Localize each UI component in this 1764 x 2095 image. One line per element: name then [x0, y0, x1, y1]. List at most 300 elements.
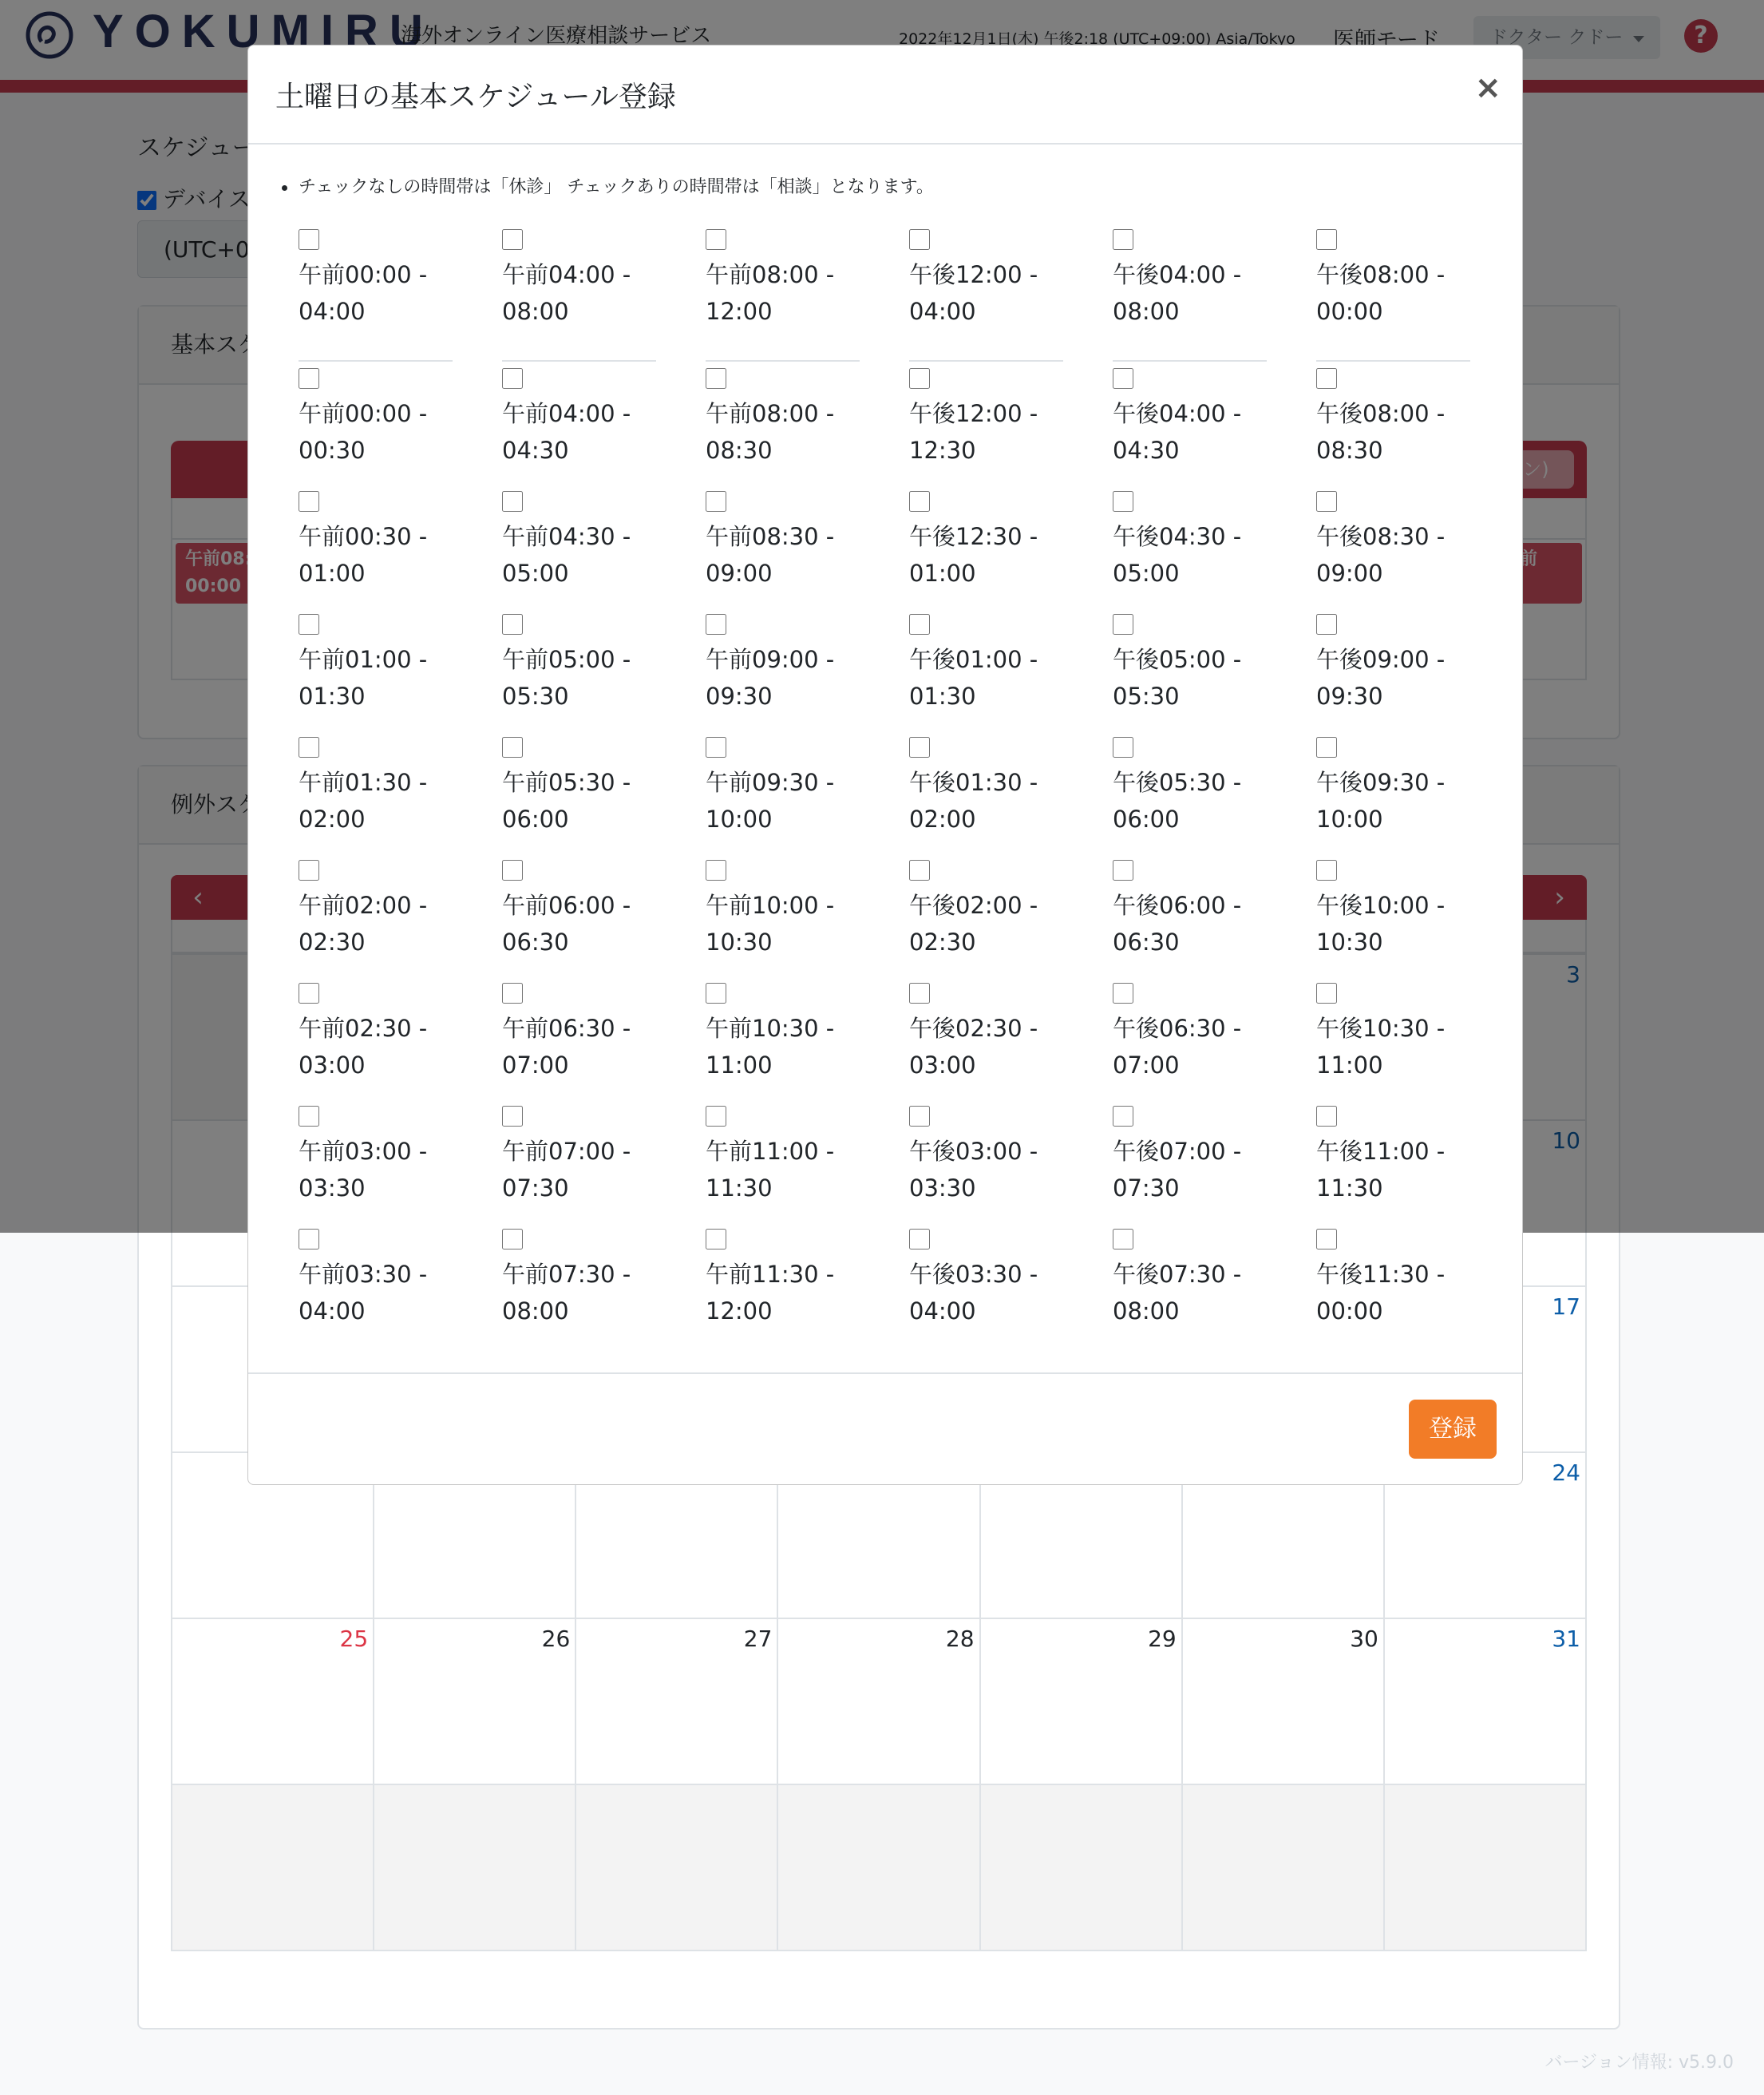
time-slot-label: [502, 518, 656, 592]
block-time-slot[interactable]: [299, 223, 453, 362]
time-slot-checkbox[interactable]: [1113, 860, 1133, 881]
time-slot-label: [909, 256, 1063, 330]
half-hour-time-slot[interactable]: [1113, 1222, 1267, 1345]
block-time-slot[interactable]: [1316, 223, 1470, 362]
time-slot-end: 07:00: [1113, 1051, 1180, 1079]
time-slot-start: 午前07:30 -: [502, 1261, 631, 1288]
time-slot-start: 午後12:30 -: [909, 523, 1038, 550]
time-slot-end: 01:30: [299, 683, 366, 710]
time-slot-label: [299, 641, 453, 715]
time-slot-checkbox[interactable]: [502, 1106, 523, 1127]
half-hour-time-slot[interactable]: [502, 485, 656, 608]
time-slot-label: [1113, 518, 1267, 592]
half-hour-time-slot[interactable]: [1316, 976, 1470, 1099]
half-hour-time-slot[interactable]: [909, 1099, 1063, 1222]
half-hour-time-slot[interactable]: [502, 853, 656, 976]
time-slot-start: 午後08:30 -: [1316, 523, 1446, 550]
time-slot-end: 09:00: [1316, 560, 1383, 587]
half-hour-time-slot[interactable]: [1113, 485, 1267, 608]
half-hour-time-slot[interactable]: [1113, 1099, 1267, 1222]
time-slot-start: 午前00:00 -: [299, 400, 428, 427]
time-slot-checkbox[interactable]: [706, 737, 726, 758]
calendar-day-cell[interactable]: [172, 1619, 374, 1785]
time-slot-checkbox[interactable]: [502, 860, 523, 881]
half-hour-time-slot[interactable]: [909, 1222, 1063, 1345]
time-slot-start: 午前09:30 -: [706, 769, 835, 796]
time-slot-end: 06:00: [502, 806, 569, 833]
calendar-day-number: 24: [1552, 1459, 1580, 1486]
time-slot-label: [502, 395, 656, 469]
time-slot-label: [706, 887, 860, 960]
time-slot-label: [1316, 1010, 1470, 1083]
half-hour-time-slot[interactable]: [299, 1222, 453, 1345]
time-slot-label: [1113, 395, 1267, 469]
time-slot-start: 午後02:00 -: [909, 892, 1038, 919]
time-slot-label: [706, 1256, 860, 1329]
time-slot-checkbox[interactable]: [909, 491, 930, 512]
time-slot-label: [1316, 1133, 1470, 1206]
calendar-day-number: 25: [339, 1626, 369, 1652]
half-hour-time-slot[interactable]: [909, 976, 1063, 1099]
time-slot-checkbox[interactable]: [1316, 368, 1337, 389]
time-slot-checkbox[interactable]: [909, 737, 930, 758]
time-slot-label: [1316, 641, 1470, 715]
time-slot-checkbox[interactable]: [1316, 983, 1337, 1004]
time-slot-label: [1316, 256, 1470, 330]
time-slot-label: [502, 256, 656, 330]
time-slot-label: [1316, 764, 1470, 838]
time-slot-end: 00:30: [299, 437, 366, 464]
time-slot-end: 08:30: [1316, 437, 1383, 464]
time-slot-end: 10:30: [1316, 929, 1383, 956]
half-hour-time-slot[interactable]: [502, 362, 656, 485]
time-slot-end: 12:00: [706, 1297, 773, 1325]
time-slot-checkbox[interactable]: [706, 614, 726, 635]
half-hour-time-slot[interactable]: [1113, 853, 1267, 976]
calendar-day-number: 31: [1552, 1626, 1580, 1652]
calendar-day-cell[interactable]: [1385, 1785, 1587, 1951]
time-slot-label: [299, 887, 453, 960]
time-slot-start: 午前00:00 -: [299, 261, 428, 288]
time-slot-end: 01:30: [909, 683, 976, 710]
bullet-icon: [282, 185, 287, 191]
time-slot-end: 03:30: [299, 1174, 366, 1202]
time-slot-start: 午前01:00 -: [299, 646, 428, 673]
half-hour-time-slot[interactable]: [1316, 362, 1470, 485]
time-slot-end: 12:30: [909, 437, 976, 464]
half-hour-time-slot[interactable]: [909, 608, 1063, 731]
time-slot-end: 11:30: [706, 1174, 773, 1202]
time-slot-end: 07:00: [502, 1051, 569, 1079]
time-slot-label: [706, 256, 860, 330]
time-slot-checkbox[interactable]: [909, 860, 930, 881]
time-slot-start: 午前01:30 -: [299, 769, 428, 796]
time-slot-checkbox[interactable]: [706, 1106, 726, 1127]
time-slot-start: 午後12:00 -: [909, 400, 1038, 427]
time-slot-end: 07:30: [502, 1174, 569, 1202]
half-hour-time-slot[interactable]: [299, 1099, 453, 1222]
time-slot-checkbox[interactable]: [299, 983, 319, 1004]
block-time-slot[interactable]: [502, 223, 656, 362]
time-slot-end: 02:00: [909, 806, 976, 833]
calendar-day-cell[interactable]: [778, 1785, 980, 1951]
time-slot-start: 午前04:30 -: [502, 523, 631, 550]
time-slot-start: 午後06:30 -: [1113, 1015, 1242, 1042]
calendar-day-cell[interactable]: [1385, 1619, 1587, 1785]
calendar-day-number: 29: [1148, 1626, 1177, 1652]
time-slot-start: 午前09:00 -: [706, 646, 835, 673]
half-hour-time-slot[interactable]: [299, 485, 453, 608]
time-slot-start: 午前11:30 -: [706, 1261, 835, 1288]
time-slot-start: 午後01:30 -: [909, 769, 1038, 796]
time-slot-end: 01:00: [909, 560, 976, 587]
calendar-day-number: 30: [1350, 1626, 1378, 1652]
time-slot-label: [706, 1010, 860, 1083]
half-hour-time-slot[interactable]: [299, 362, 453, 485]
time-slot-end: 11:30: [1316, 1174, 1383, 1202]
time-slot-checkbox[interactable]: [502, 229, 523, 250]
time-slot-end: 09:00: [706, 560, 773, 587]
half-hour-time-slot[interactable]: [502, 1222, 656, 1345]
time-slot-start: 午前08:00 -: [706, 261, 835, 288]
time-slot-checkbox[interactable]: [1316, 491, 1337, 512]
time-slot-checkbox[interactable]: [1316, 614, 1337, 635]
time-slot-end: 11:00: [706, 1051, 773, 1079]
schedule-note-text: チェックなしの時間帯は「休診」 チェックありの時間帯は「相談」となります。: [299, 177, 934, 197]
time-slot-grid: [299, 223, 1470, 1345]
calendar-day-cell[interactable]: [981, 1619, 1183, 1785]
time-slot-checkbox[interactable]: [909, 614, 930, 635]
calendar-day-cell[interactable]: [1183, 1619, 1385, 1785]
time-slot-end: 04:00: [299, 298, 366, 325]
time-slot-end: 04:00: [909, 1297, 976, 1325]
time-slot-checkbox[interactable]: [502, 737, 523, 758]
time-slot-label: [706, 1133, 860, 1206]
schedule-note: [282, 173, 934, 198]
time-slot-label: [909, 1010, 1063, 1083]
time-slot-end: 06:00: [1113, 806, 1180, 833]
time-slot-checkbox[interactable]: [502, 491, 523, 512]
half-hour-time-slot[interactable]: [706, 1099, 860, 1222]
time-slot-end: 06:30: [502, 929, 569, 956]
time-slot-checkbox[interactable]: [1113, 737, 1133, 758]
time-slot-checkbox[interactable]: [706, 1229, 726, 1249]
time-slot-start: 午後09:30 -: [1316, 769, 1446, 796]
half-hour-time-slot[interactable]: [706, 362, 860, 485]
time-slot-checkbox[interactable]: [706, 860, 726, 881]
time-slot-checkbox[interactable]: [502, 614, 523, 635]
time-slot-start: 午後11:30 -: [1316, 1261, 1446, 1288]
half-hour-time-slot[interactable]: [1316, 853, 1470, 976]
time-slot-checkbox[interactable]: [909, 1229, 930, 1249]
half-hour-time-slot[interactable]: [1113, 608, 1267, 731]
half-hour-time-slot[interactable]: [1316, 608, 1470, 731]
time-slot-label: [1316, 395, 1470, 469]
half-hour-time-slot[interactable]: [706, 731, 860, 853]
time-slot-label: [502, 1010, 656, 1083]
half-hour-time-slot[interactable]: [1113, 362, 1267, 485]
register-button[interactable]: 登録: [1409, 1400, 1497, 1459]
time-slot-checkbox[interactable]: [706, 229, 726, 250]
time-slot-label: [1113, 887, 1267, 960]
time-slot-end: 03:00: [909, 1051, 976, 1079]
time-slot-checkbox[interactable]: [909, 229, 930, 250]
time-slot-label: [502, 1256, 656, 1329]
time-slot-start: 午前04:00 -: [502, 261, 631, 288]
time-slot-end: 05:30: [502, 683, 569, 710]
half-hour-time-slot[interactable]: [1113, 731, 1267, 853]
time-slot-start: 午後04:30 -: [1113, 523, 1242, 550]
block-time-slot[interactable]: [1113, 223, 1267, 362]
half-hour-time-slot[interactable]: [706, 1222, 860, 1345]
time-slot-start: 午後08:00 -: [1316, 261, 1446, 288]
calendar-day-cell[interactable]: [1183, 1785, 1385, 1951]
half-hour-time-slot[interactable]: [909, 362, 1063, 485]
half-hour-time-slot[interactable]: [299, 731, 453, 853]
time-slot-end: 02:30: [909, 929, 976, 956]
half-hour-time-slot[interactable]: [706, 485, 860, 608]
time-slot-end: 08:00: [1113, 298, 1180, 325]
time-slot-start: 午前07:00 -: [502, 1138, 631, 1165]
time-slot-start: 午前04:00 -: [502, 400, 631, 427]
calendar-day-number: 26: [541, 1626, 571, 1652]
time-slot-checkbox[interactable]: [1316, 737, 1337, 758]
time-slot-end: 05:00: [502, 560, 569, 587]
time-slot-checkbox[interactable]: [299, 229, 319, 250]
time-slot-label: [1113, 1256, 1267, 1329]
time-slot-start: 午前06:00 -: [502, 892, 631, 919]
time-slot-start: 午後04:00 -: [1113, 261, 1242, 288]
half-hour-time-slot[interactable]: [1113, 976, 1267, 1099]
saturday-schedule-modal: [247, 45, 1523, 1485]
time-slot-label: [1316, 887, 1470, 960]
half-hour-time-slot[interactable]: [1316, 1099, 1470, 1222]
time-slot-start: 午前11:00 -: [706, 1138, 835, 1165]
time-slot-start: 午後03:30 -: [909, 1261, 1038, 1288]
time-slot-start: 午後05:30 -: [1113, 769, 1242, 796]
time-slot-end: 07:30: [1113, 1174, 1180, 1202]
time-slot-start: 午後07:30 -: [1113, 1261, 1242, 1288]
block-time-slot[interactable]: [909, 223, 1063, 362]
time-slot-start: 午後02:30 -: [909, 1015, 1038, 1042]
half-hour-time-slot[interactable]: [1316, 731, 1470, 853]
time-slot-end: 01:00: [299, 560, 366, 587]
time-slot-start: 午後12:00 -: [909, 261, 1038, 288]
time-slot-label: [1316, 1256, 1470, 1329]
time-slot-end: 10:30: [706, 929, 773, 956]
half-hour-time-slot[interactable]: [502, 731, 656, 853]
time-slot-label: [299, 518, 453, 592]
calendar-day-cell[interactable]: [981, 1785, 1183, 1951]
half-hour-time-slot[interactable]: [502, 608, 656, 731]
half-hour-time-slot[interactable]: [909, 731, 1063, 853]
time-slot-checkbox[interactable]: [1316, 1106, 1337, 1127]
time-slot-checkbox[interactable]: [299, 614, 319, 635]
time-slot-start: 午前08:30 -: [706, 523, 835, 550]
time-slot-end: 05:30: [1113, 683, 1180, 710]
time-slot-start: 午前03:00 -: [299, 1138, 428, 1165]
time-slot-end: 08:00: [502, 1297, 569, 1325]
calendar-day-number: 27: [743, 1626, 773, 1652]
time-slot-label: [299, 395, 453, 469]
time-slot-label: [909, 1256, 1063, 1329]
time-slot-start: 午前05:30 -: [502, 769, 631, 796]
time-slot-label: [909, 395, 1063, 469]
half-hour-time-slot[interactable]: [502, 1099, 656, 1222]
time-slot-start: 午前02:00 -: [299, 892, 428, 919]
half-hour-time-slot[interactable]: [909, 485, 1063, 608]
time-slot-label: [502, 764, 656, 838]
time-slot-checkbox[interactable]: [502, 983, 523, 1004]
time-slot-label: [1113, 764, 1267, 838]
time-slot-end: 02:00: [299, 806, 366, 833]
modal-header: [248, 46, 1522, 145]
calendar-day-cell[interactable]: [576, 1785, 778, 1951]
time-slot-label: [706, 518, 860, 592]
calendar-day-cell[interactable]: [778, 1619, 980, 1785]
time-slot-end: 06:30: [1113, 929, 1180, 956]
time-slot-start: 午後09:00 -: [1316, 646, 1446, 673]
time-slot-start: 午後08:00 -: [1316, 400, 1446, 427]
time-slot-checkbox[interactable]: [1316, 860, 1337, 881]
calendar-day-number: 28: [945, 1626, 975, 1652]
calendar-day-cell[interactable]: [374, 1785, 576, 1951]
time-slot-end: 05:00: [1113, 560, 1180, 587]
time-slot-label: [1316, 518, 1470, 592]
time-slot-checkbox[interactable]: [502, 1229, 523, 1249]
half-hour-time-slot[interactable]: [706, 976, 860, 1099]
time-slot-label: [1113, 1010, 1267, 1083]
time-slot-checkbox[interactable]: [1113, 1229, 1133, 1249]
time-slot-label: [1113, 641, 1267, 715]
half-hour-time-slot[interactable]: [299, 976, 453, 1099]
time-slot-checkbox[interactable]: [299, 737, 319, 758]
time-slot-end: 12:00: [706, 298, 773, 325]
time-slot-checkbox[interactable]: [1113, 983, 1133, 1004]
time-slot-label: [1113, 1133, 1267, 1206]
close-icon[interactable]: ×: [1474, 69, 1501, 106]
time-slot-checkbox[interactable]: [1113, 229, 1133, 250]
time-slot-label: [502, 641, 656, 715]
time-slot-start: 午後01:00 -: [909, 646, 1038, 673]
time-slot-checkbox[interactable]: [299, 491, 319, 512]
time-slot-end: 03:30: [909, 1174, 976, 1202]
time-slot-label: [299, 1133, 453, 1206]
half-hour-time-slot[interactable]: [909, 853, 1063, 976]
calendar-day-cell[interactable]: [374, 1619, 576, 1785]
time-slot-end: 08:00: [1113, 1297, 1180, 1325]
time-slot-end: 09:30: [1316, 683, 1383, 710]
time-slot-end: 03:00: [299, 1051, 366, 1079]
time-slot-label: [299, 764, 453, 838]
time-slot-start: 午前10:30 -: [706, 1015, 835, 1042]
time-slot-end: 08:00: [502, 298, 569, 325]
calendar-day-cell[interactable]: [172, 1785, 374, 1951]
time-slot-label: [299, 256, 453, 330]
time-slot-end: 11:00: [1316, 1051, 1383, 1079]
time-slot-end: 04:00: [909, 298, 976, 325]
time-slot-label: [299, 1256, 453, 1329]
time-slot-label: [502, 1133, 656, 1206]
time-slot-start: 午前10:00 -: [706, 892, 835, 919]
time-slot-checkbox[interactable]: [1113, 1106, 1133, 1127]
half-hour-time-slot[interactable]: [706, 853, 860, 976]
time-slot-start: 午前06:30 -: [502, 1015, 631, 1042]
time-slot-checkbox[interactable]: [299, 368, 319, 389]
time-slot-start: 午前05:00 -: [502, 646, 631, 673]
time-slot-start: 午前02:30 -: [299, 1015, 428, 1042]
time-slot-label: [909, 887, 1063, 960]
time-slot-checkbox[interactable]: [502, 368, 523, 389]
time-slot-end: 00:00: [1316, 298, 1383, 325]
version-info: バージョン情報: v5.9.0: [1544, 2053, 1734, 2073]
time-slot-end: 00:00: [1316, 1297, 1383, 1325]
time-slot-start: 午後04:00 -: [1113, 400, 1242, 427]
time-slot-start: 午前00:30 -: [299, 523, 428, 550]
time-slot-checkbox[interactable]: [299, 1106, 319, 1127]
modal-title: 土曜日の基本スケジュール登録: [275, 81, 676, 113]
time-slot-end: 08:30: [706, 437, 773, 464]
half-hour-time-slot[interactable]: [1316, 485, 1470, 608]
time-slot-start: 午前08:00 -: [706, 400, 835, 427]
time-slot-end: 02:30: [299, 929, 366, 956]
time-slot-end: 04:30: [1113, 437, 1180, 464]
half-hour-time-slot[interactable]: [502, 976, 656, 1099]
half-hour-time-slot[interactable]: [706, 608, 860, 731]
time-slot-end: 04:30: [502, 437, 569, 464]
time-slot-label: [909, 641, 1063, 715]
time-slot-start: 午後03:00 -: [909, 1138, 1038, 1165]
time-slot-label: [299, 1010, 453, 1083]
time-slot-checkbox[interactable]: [706, 983, 726, 1004]
calendar-day-cell[interactable]: [576, 1619, 778, 1785]
time-slot-checkbox[interactable]: [706, 491, 726, 512]
time-slot-label: [909, 1133, 1063, 1206]
time-slot-end: 09:30: [706, 683, 773, 710]
time-slot-start: 午後10:30 -: [1316, 1015, 1446, 1042]
time-slot-checkbox[interactable]: [1113, 491, 1133, 512]
time-slot-checkbox[interactable]: [909, 983, 930, 1004]
time-slot-label: [706, 764, 860, 838]
time-slot-start: 午後06:00 -: [1113, 892, 1242, 919]
time-slot-end: 10:00: [1316, 806, 1383, 833]
half-hour-time-slot[interactable]: [299, 608, 453, 731]
time-slot-start: 午後05:00 -: [1113, 646, 1242, 673]
time-slot-checkbox[interactable]: [1113, 614, 1133, 635]
time-slot-checkbox[interactable]: [909, 1106, 930, 1127]
time-slot-start: 午後10:00 -: [1316, 892, 1446, 919]
time-slot-checkbox[interactable]: [1316, 1229, 1337, 1249]
time-slot-label: [706, 641, 860, 715]
time-slot-checkbox[interactable]: [299, 1229, 319, 1249]
time-slot-checkbox[interactable]: [1316, 229, 1337, 250]
time-slot-start: 午後07:00 -: [1113, 1138, 1242, 1165]
time-slot-start: 午前03:30 -: [299, 1261, 428, 1288]
time-slot-label: [909, 764, 1063, 838]
time-slot-checkbox[interactable]: [909, 368, 930, 389]
time-slot-checkbox[interactable]: [1113, 368, 1133, 389]
time-slot-label: [706, 395, 860, 469]
time-slot-label: [1113, 256, 1267, 330]
half-hour-time-slot[interactable]: [1316, 1222, 1470, 1345]
time-slot-start: 午後11:00 -: [1316, 1138, 1446, 1165]
half-hour-time-slot[interactable]: [299, 853, 453, 976]
time-slot-checkbox[interactable]: [706, 368, 726, 389]
calendar-day-number: 17: [1552, 1293, 1580, 1320]
block-time-slot[interactable]: [706, 223, 860, 362]
modal-footer: [248, 1372, 1522, 1484]
time-slot-checkbox[interactable]: [299, 860, 319, 881]
